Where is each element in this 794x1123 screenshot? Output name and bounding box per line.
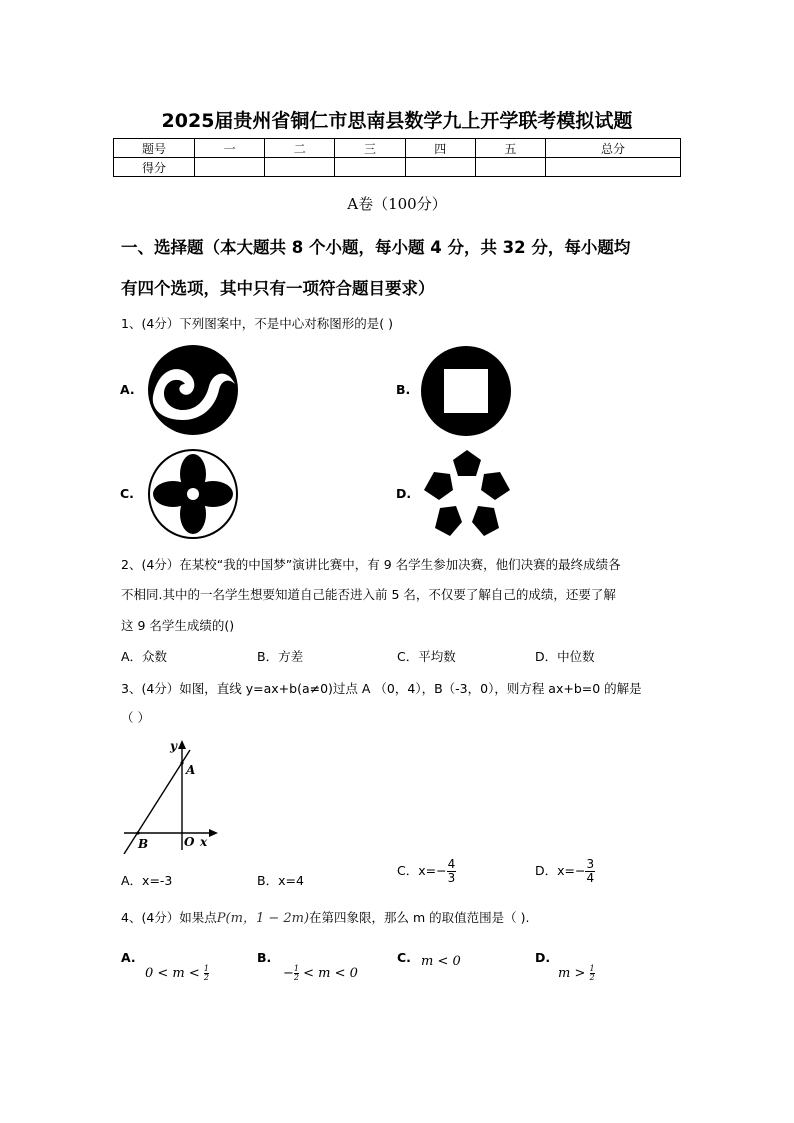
q3-option-b[interactable]: B．x=4	[257, 873, 304, 888]
half-fraction	[204, 965, 209, 982]
four-petal-circle-icon	[147, 448, 239, 540]
section-a-heading: A卷（100分）	[347, 195, 447, 213]
score-cell: 一	[195, 139, 265, 158]
score-input-cell[interactable]	[546, 158, 681, 177]
q1-option-c-label: C.	[120, 486, 134, 501]
point-b-label: B	[138, 837, 149, 851]
q3-option-c-prefix: C．x=−	[397, 863, 447, 878]
half-fraction	[590, 965, 595, 982]
page-title: 2025届贵州省铜仁市思南县数学九上开学联考模拟试题	[161, 110, 633, 132]
q4-stem-post: 在第四象限，那么 m 的取值范围是（ ).	[309, 910, 530, 925]
q4-option-c[interactable]: m < 0	[421, 954, 461, 969]
q1-option-b-label: B.	[396, 382, 411, 397]
score-input-cell[interactable]	[405, 158, 475, 177]
section1-heading-line1: 一、选择题（本大题共 8 个小题，每小题 4 分，共 32 分，每小题均	[121, 238, 631, 257]
q4-option-d-text: m >	[558, 966, 586, 981]
q4-stem-pre: 4、(4分）如果点	[121, 910, 217, 925]
fraction-numerator: 1	[203, 964, 210, 973]
x-axis-arrow-icon	[209, 829, 218, 837]
score-input-cell[interactable]	[195, 158, 265, 177]
origin-label: O	[184, 835, 195, 849]
q1-option-d-label: D.	[396, 486, 412, 501]
q4-option-a-label: A.	[121, 950, 136, 965]
q2-stem-line1: 2、(4分）在某校“我的中国梦”演讲比赛中，有 9 名学生参加决赛，他们决赛的最终成绩各	[121, 557, 621, 572]
point-b	[136, 831, 139, 834]
q4-option-a[interactable]	[145, 965, 209, 982]
fraction-numerator: 1	[589, 964, 595, 973]
score-cell: 三	[335, 139, 405, 158]
q3-option-a[interactable]: A．x=-3	[121, 873, 173, 888]
score-cell: 五	[475, 139, 545, 158]
q3-stem-line2: （ ）	[121, 710, 150, 725]
score-input-cell[interactable]	[475, 158, 545, 177]
q4-option-b-text: < m < 0	[303, 966, 358, 981]
q2-stem-line3: 这 9 名学生成绩的()	[121, 618, 235, 633]
score-table-score-row	[114, 158, 681, 177]
score-cell: 得分	[114, 158, 195, 177]
fraction-numerator: 4	[447, 857, 456, 871]
q4-option-b-label: B.	[257, 950, 272, 965]
q2-option-a[interactable]: A．众数	[121, 649, 168, 664]
q2-option-d[interactable]: D．中位数	[535, 649, 595, 664]
fraction-denominator: 3	[447, 871, 456, 885]
score-cell: 二	[265, 139, 335, 158]
fraction-denominator: 2	[589, 973, 595, 982]
q3-option-c[interactable]	[397, 858, 456, 885]
q4-option-b-minus: −	[283, 966, 294, 981]
point-a-label: A	[186, 763, 196, 777]
score-table	[113, 138, 681, 177]
line-through-a-b	[124, 750, 190, 854]
half-fraction	[294, 965, 299, 982]
coin-square-hole-icon	[420, 345, 512, 437]
q4-stem	[121, 907, 530, 926]
fraction-numerator: 1	[293, 964, 299, 973]
x-axis-label: x	[200, 835, 208, 849]
five-pentagons-icon	[420, 448, 514, 540]
q4-option-a-text: 0 < m <	[145, 966, 200, 981]
section1-heading-line2: 有四个选项，其中只有一项符合题目要求）	[121, 279, 435, 298]
q3-option-d[interactable]	[535, 858, 595, 885]
score-input-cell[interactable]	[265, 158, 335, 177]
q2-option-b[interactable]: B．方差	[257, 649, 304, 664]
fraction	[447, 858, 457, 885]
q2-stem-line2: 不相同.其中的一名学生想要知道自己能否进入前 5 名，不仅要了解自己的成绩，还要了解	[121, 587, 616, 602]
fraction-denominator: 4	[586, 871, 595, 885]
score-cell: 四	[405, 139, 475, 158]
fraction-denominator: 2	[293, 973, 299, 982]
yin-yang-swirl-icon	[147, 344, 239, 436]
q4-option-d-label: D.	[535, 950, 551, 965]
q1-stem: 1、(4分）下列图案中，不是中心对称图形的是( )	[121, 316, 394, 331]
score-table-header-row	[114, 139, 681, 158]
score-cell: 总分	[546, 139, 681, 158]
fraction	[585, 858, 595, 885]
score-input-cell[interactable]	[335, 158, 405, 177]
q4-option-d[interactable]	[558, 965, 595, 982]
q3-stem-line1: 3、(4分）如图，直线 y=ax+b(a≠0)过点 A （0，4），B（-3，0），则方程 ax+b=0 的解是	[121, 681, 642, 696]
q1-option-a-label: A.	[120, 382, 135, 397]
q4-option-b[interactable]	[283, 965, 358, 982]
q4-option-c-label: C.	[397, 950, 411, 965]
q4-point: P(m，1 − 2m)	[216, 911, 310, 926]
line-graph-figure	[118, 736, 228, 854]
q2-option-c[interactable]: C．平均数	[397, 649, 456, 664]
score-cell: 题号	[114, 139, 195, 158]
y-axis-arrow-icon	[178, 740, 186, 749]
point-a	[180, 761, 183, 764]
q3-option-d-prefix: D．x=−	[535, 863, 586, 878]
fraction-numerator: 3	[586, 857, 595, 871]
y-axis-label: y	[170, 739, 177, 753]
fraction-denominator: 2	[203, 973, 210, 982]
